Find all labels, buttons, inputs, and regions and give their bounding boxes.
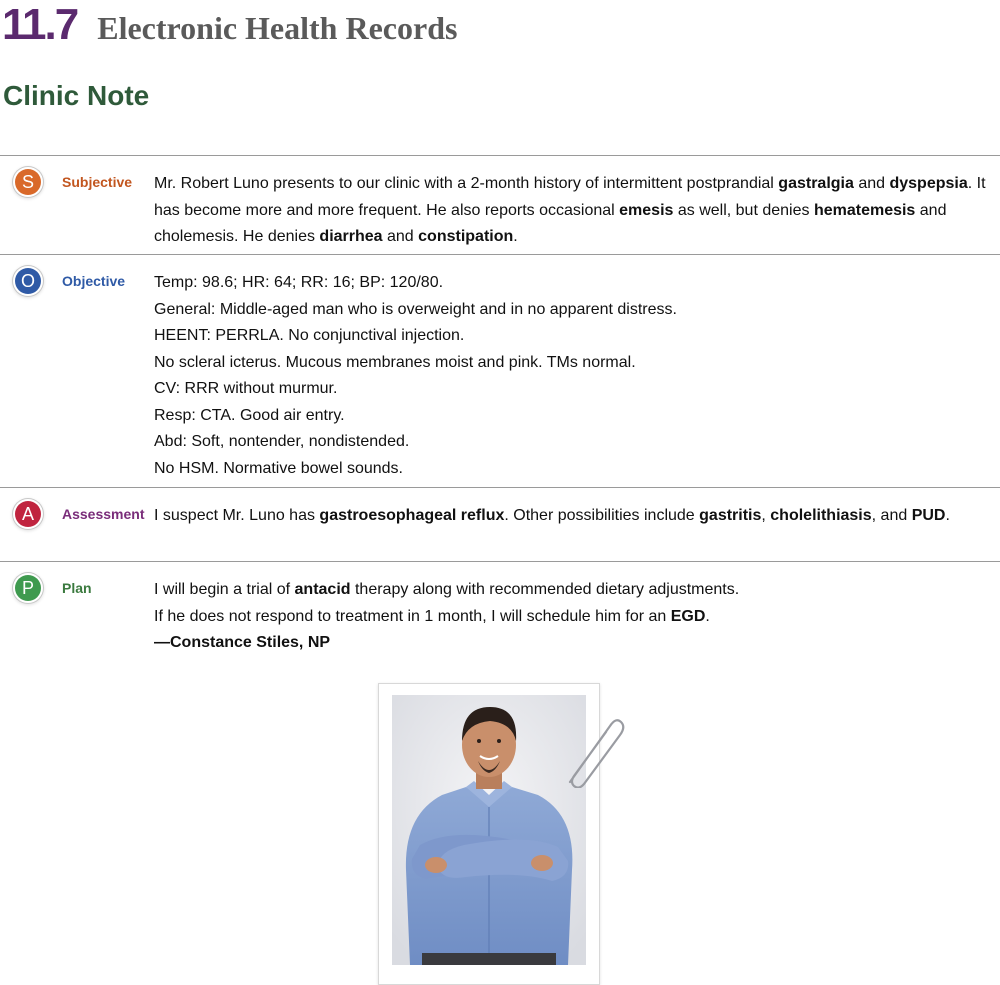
signature: —Constance Stiles, NP xyxy=(154,634,331,651)
text-run: . It has become more and more frequent. He also reports occasional xyxy=(154,175,986,219)
objective-section xyxy=(0,254,1000,487)
objective-line: CV: RRR without murmur. xyxy=(154,380,338,397)
plan-text xyxy=(154,562,1000,665)
text-run: therapy along with recommended dietary adjustments. xyxy=(350,581,740,598)
plan-line xyxy=(154,604,996,631)
patient-photo xyxy=(392,695,586,965)
key-term: hematemesis xyxy=(813,201,916,219)
key-term: gastritis xyxy=(699,507,762,524)
objective-line: No scleral icterus. Mucous membranes moist and pink. TMs normal. xyxy=(154,353,636,371)
objective-line: Resp: CTA. Good air entry. xyxy=(154,406,345,424)
plan-badge-icon: P xyxy=(15,575,41,601)
assessment-section xyxy=(0,487,1000,561)
plan-line xyxy=(154,577,996,604)
text-run: and xyxy=(853,175,890,192)
text-run: as well, but denies xyxy=(673,201,814,219)
assessment-text xyxy=(154,488,1000,538)
text-run: and cholemesis. He denies xyxy=(154,201,947,245)
text-run: . xyxy=(705,607,710,625)
assessment-label: Assessment xyxy=(62,506,145,522)
key-term: dyspepsia xyxy=(889,175,968,192)
text-run: If he does not respond to treatment in 1 month, I will schedule him for an xyxy=(154,607,671,625)
key-term: PUD xyxy=(911,507,946,524)
subjective-text xyxy=(154,156,1000,259)
subjective-section xyxy=(0,155,1000,254)
key-term: antacid xyxy=(294,581,351,598)
chapter-number: 11.7 xyxy=(2,0,78,49)
key-term: EGD xyxy=(670,607,706,625)
key-term: constipation xyxy=(418,228,514,245)
text-run: Mr. Robert Luno presents to our clinic with a 2-month history of intermittent postprandial xyxy=(154,175,779,192)
chapter-header xyxy=(2,0,457,50)
text-run: . Other possibilities include xyxy=(504,507,700,524)
key-term: emesis xyxy=(619,201,674,219)
text-run: I suspect Mr. Luno has xyxy=(154,507,320,524)
key-term: gastroesophageal reflux xyxy=(319,507,505,524)
patient-illustration xyxy=(392,695,586,965)
subjective-badge-icon: S xyxy=(15,169,41,195)
objective-line: No HSM. Normative bowel sounds. xyxy=(154,459,403,477)
objective-line: Abd: Soft, nontender, nondistended. xyxy=(154,433,410,450)
plan-section xyxy=(0,561,1000,660)
objective-text xyxy=(154,255,1000,490)
text-run: I will begin a trial of xyxy=(154,581,295,598)
key-term: gastralgia xyxy=(778,175,854,192)
assessment-badge-icon: A xyxy=(15,501,41,527)
key-term: diarrhea xyxy=(319,228,383,245)
text-run: , xyxy=(761,507,771,524)
objective-badge-icon: O xyxy=(15,268,41,294)
key-term: cholelithiasis xyxy=(770,507,872,524)
plan-label: Plan xyxy=(62,580,92,596)
chapter-title: Electronic Health Records xyxy=(97,10,458,46)
subjective-label: Subjective xyxy=(62,174,133,190)
objective-line: HEENT: PERRLA. No conjunctival injection. xyxy=(154,327,465,344)
objective-line: General: Middle-aged man who is overweight and in no apparent distress. xyxy=(154,300,677,318)
text-run: , and xyxy=(871,507,912,524)
paperclip-icon xyxy=(560,712,626,788)
text-run: . xyxy=(945,507,950,524)
objective-label: Objective xyxy=(62,273,126,289)
soap-note xyxy=(0,155,1000,660)
text-run: . xyxy=(513,228,518,245)
text-run: and xyxy=(382,228,419,245)
objective-line: Temp: 98.6; HR: 64; RR: 16; BP: 120/80. xyxy=(154,274,444,291)
note-title: Clinic Note xyxy=(3,80,150,111)
